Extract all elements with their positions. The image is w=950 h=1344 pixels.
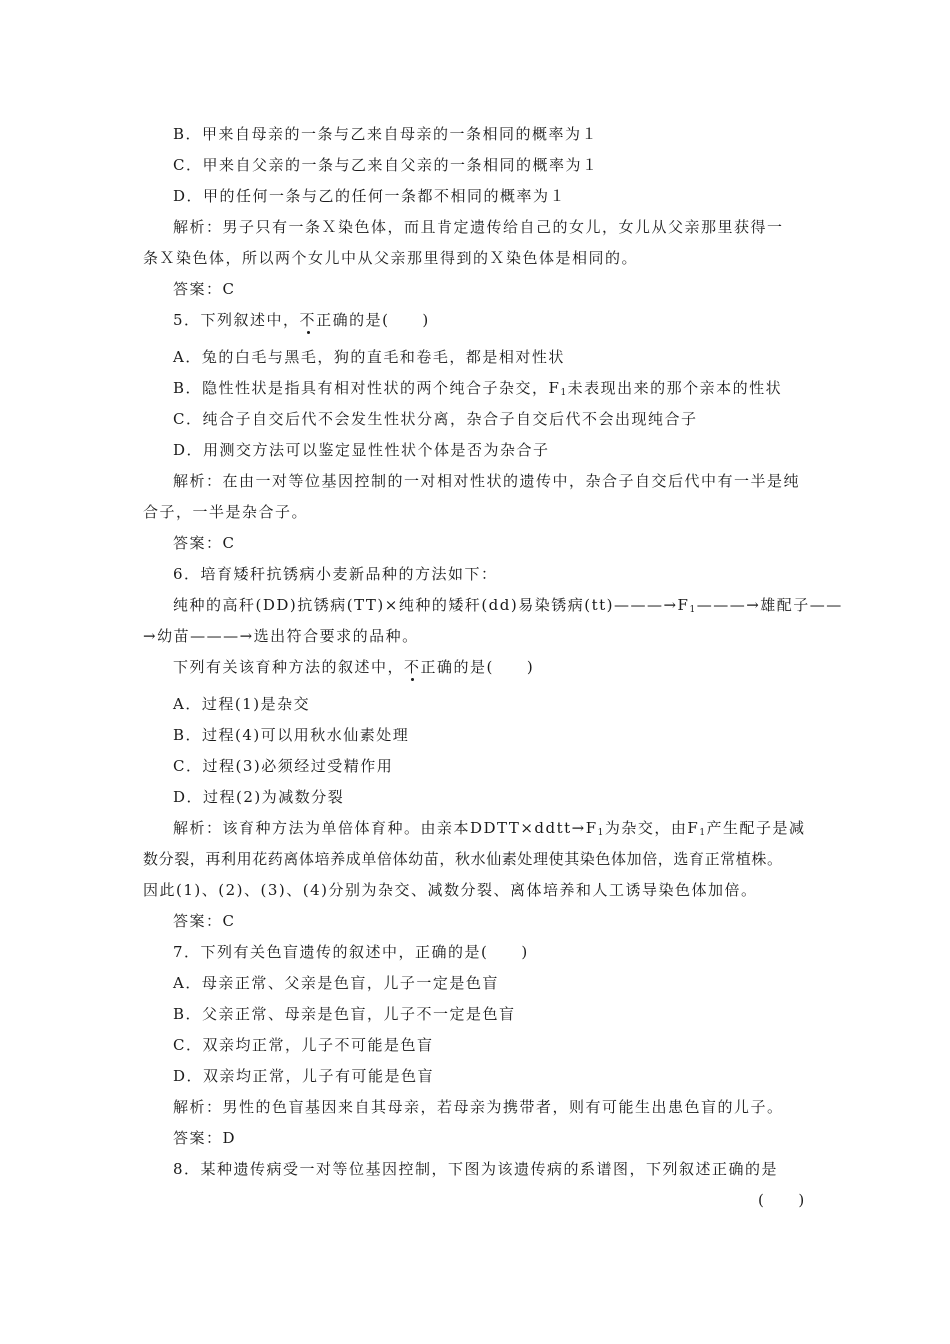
q4-option-c: C．甲来自父亲的一条与乙来自父亲的一条相同的概率为１ [173, 156, 599, 174]
q5-option-a: A．兔的白毛与黑毛，狗的直毛和卷毛，都是相对性状 [173, 348, 565, 366]
emphasis-dot-word: 不 [404, 658, 421, 676]
q6-analysis-line-1 [173, 818, 806, 843]
q5-analysis-line-2: 合子，一半是杂合子。 [143, 503, 309, 521]
emphasis-dot-word: 不 [299, 311, 317, 329]
q5-option-b [173, 378, 782, 403]
q5-option-b-pre: B．隐性性状是指具有相对性状的两个纯合子杂交，F [173, 379, 561, 397]
q6-option-c: C．过程(3)必须经过受精作用 [173, 757, 394, 775]
q6-flow-1-pre: 纯种的高秆(DD)抗锈病(TT)×纯种的矮秆(dd)易染锈病(tt)———→F [173, 596, 690, 614]
q5-option-d: D．用测交方法可以鉴定显性性状个体是否为杂合子 [173, 441, 550, 459]
q6-answer: 答案：C [173, 912, 236, 930]
q8-answer-blank: ( ) [758, 1191, 806, 1209]
subscript: 1 [699, 828, 707, 838]
q5-answer: 答案：C [173, 534, 236, 552]
q5-stem [173, 310, 430, 330]
q6-question-post: 正确的是( ) [420, 658, 535, 676]
q7-answer: 答案：D [173, 1129, 237, 1147]
q6-option-b: B．过程(4)可以用秋水仙素处理 [173, 726, 410, 744]
q6-analysis-line-2: 数分裂，再利用花药离体培养成单倍体幼苗，秋水仙素处理使其染色体加倍，选育正常植株。 [143, 850, 783, 868]
q6-analysis-line-3: 因此(1)、(2)、(3)、(4)分别为杂交、减数分裂、离体培养和人工诱导染色体加倍。 [143, 881, 758, 899]
q4-answer: 答案：C [173, 280, 236, 298]
q6-flow-1-post: ———→雄配子—— [696, 596, 843, 614]
q4-analysis-line-2: 条Ｘ染色体，所以两个女儿中从父亲那里得到的Ｘ染色体是相同的。 [143, 249, 639, 267]
q6-stem: 6．培育矮秆抗锈病小麦新品种的方法如下： [173, 565, 498, 583]
q5-stem-pre: 5．下列叙述中， [173, 311, 300, 329]
q7-option-c: C．双亲均正常，儿子不可能是色盲 [173, 1036, 434, 1054]
q6-question [173, 657, 534, 677]
q7-option-a: A．母亲正常、父亲是色盲，儿子一定是色盲 [173, 974, 499, 992]
q4-option-d: D．甲的任何一条与乙的任何一条都不相同的概率为１ [173, 187, 567, 205]
q5-option-c: C．纯合子自交后代不会发生性状分离，杂合子自交后代不会出现纯合子 [173, 410, 698, 428]
q6-analysis-1-pre: 解析：该育种方法为单倍体育种。由亲本DDTT×ddtt→F [173, 819, 598, 837]
q4-analysis-line-1: 解析：男子只有一条Ｘ染色体，而且肯定遗传给自己的女儿，女儿从父亲那里获得一 [173, 218, 784, 236]
q5-option-b-post: 未表现出来的那个亲本的性状 [567, 379, 783, 397]
q6-option-a: A．过程(1)是杂交 [173, 695, 311, 713]
q5-analysis-line-1: 解析：在由一对等位基因控制的一对相对性状的遗传中，杂合子自交后代中有一半是纯 [173, 472, 801, 490]
q8-stem: 8．某种遗传病受一对等位基因控制，下图为该遗传病的系谱图，下列叙述正确的是 [173, 1160, 779, 1178]
q7-analysis: 解析：男性的色盲基因来自其母亲，若母亲为携带者，则有可能生出患色盲的儿子。 [173, 1098, 784, 1116]
q6-flow-line-2: →幼苗———→选出符合要求的品种。 [143, 627, 419, 645]
q7-stem: 7．下列有关色盲遗传的叙述中，正确的是( ) [173, 943, 529, 961]
q6-analysis-1-post: 产生配子是减 [706, 819, 806, 837]
subscript: 1 [560, 388, 568, 398]
q6-option-d: D．过程(2)为减数分裂 [173, 788, 345, 806]
q4-option-b: B．甲来自母亲的一条与乙来自母亲的一条相同的概率为１ [173, 125, 599, 143]
q6-analysis-1-mid: 为杂交，由F [604, 819, 700, 837]
subscript: 1 [597, 828, 605, 838]
q6-flow-line-1 [173, 595, 843, 620]
q6-question-pre: 下列有关该育种方法的叙述中， [173, 658, 405, 676]
q5-stem-post: 正确的是( ) [316, 311, 430, 329]
q7-option-b: B．父亲正常、母亲是色盲，儿子不一定是色盲 [173, 1005, 516, 1023]
subscript: 1 [689, 605, 697, 615]
q7-option-d: D．双亲均正常，儿子有可能是色盲 [173, 1067, 435, 1085]
